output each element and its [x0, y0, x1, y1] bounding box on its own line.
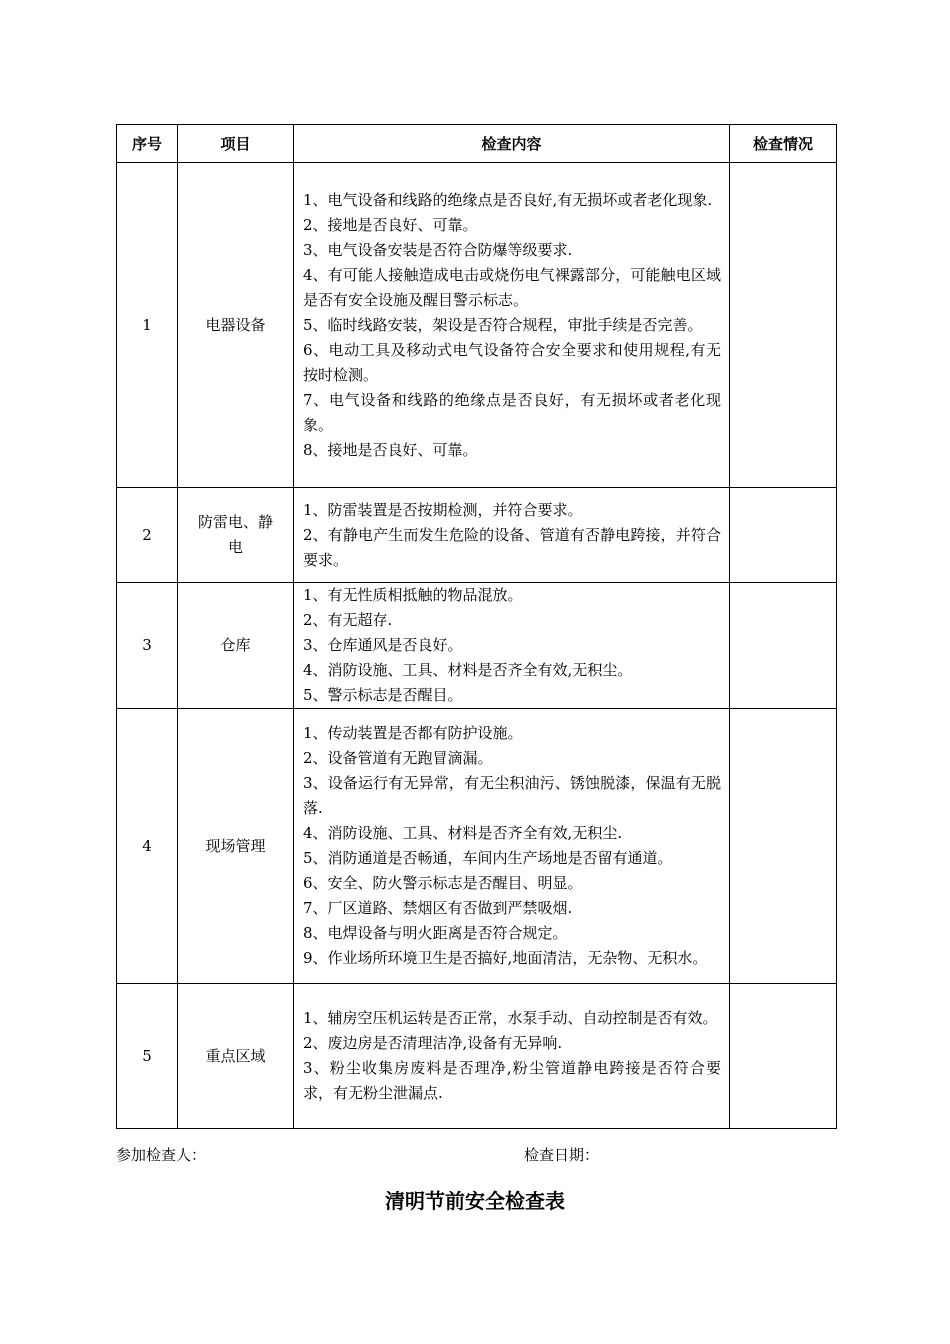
row-serial-no: 5 — [117, 984, 178, 1129]
row-item: 防雷电、静电 — [178, 488, 294, 583]
check-line: 2、接地是否良好、可靠。 — [303, 215, 478, 234]
row-check-status[interactable] — [730, 583, 837, 709]
row-serial-no: 1 — [117, 163, 178, 488]
check-line: 2、废边房是否清理洁净,设备有无异响. — [303, 1034, 563, 1052]
row-item: 现场管理 — [178, 709, 294, 984]
table-row — [117, 583, 837, 709]
safety-check-table — [116, 124, 837, 1129]
table-row — [117, 984, 837, 1129]
check-line: 6、电动工具及移动式电气设备符合安全要求和使用规程,有无按时检测。 — [303, 340, 721, 384]
row-serial-no: 3 — [117, 583, 178, 709]
row-check-status[interactable] — [730, 984, 837, 1129]
check-line: 3、粉尘收集房废料是否理净,粉尘管道静电跨接是否符合要求，有无粉尘泄漏点. — [303, 1059, 721, 1102]
row-item: 电器设备 — [178, 163, 294, 488]
check-line: 2、设备管道有无跑冒滴漏。 — [303, 749, 493, 767]
row-check-content — [294, 709, 730, 984]
header-check-status: 检查情况 — [730, 125, 837, 163]
check-date-label: 检查日期： — [524, 1146, 600, 1164]
table-row — [117, 709, 837, 984]
check-line: 1、传动装置是否都有防护设施。 — [303, 724, 523, 742]
check-line: 2、有静电产生而发生危险的设备、管道有否静电跨接，并符合要求。 — [303, 525, 721, 569]
row-check-content — [294, 583, 730, 709]
check-line: 5、警示标志是否醒目。 — [303, 686, 463, 704]
inspector-label: 参加检查人： — [116, 1146, 207, 1164]
check-line: 5、消防通道是否畅通，车间内生产场地是否留有通道。 — [303, 849, 673, 867]
table-row — [117, 488, 837, 583]
row-check-status[interactable] — [730, 488, 837, 583]
check-line: 8、接地是否良好、可靠。 — [303, 440, 478, 459]
check-line: 3、仓库通风是否良好。 — [303, 636, 463, 654]
check-line: 8、电焊设备与明火距离是否符合规定。 — [303, 924, 568, 942]
row-check-content — [294, 163, 730, 488]
row-item: 重点区域 — [178, 984, 294, 1129]
header-serial-no: 序号 — [117, 125, 178, 163]
check-line: 1、有无性质相抵触的物品混放。 — [303, 586, 523, 604]
check-line: 9、作业场所环境卫生是否搞好,地面清洁，无杂物、无积水。 — [303, 949, 708, 967]
check-line: 4、有可能人接触造成电击或烧伤电气裸露部分，可能触电区域是否有安全设施及醒目警示标志。 — [303, 265, 721, 309]
header-item: 项目 — [178, 125, 294, 163]
check-line: 7、电气设备和线路的绝缘点是否良好，有无损坏或者老化现象。 — [303, 390, 721, 434]
row-serial-no: 4 — [117, 709, 178, 984]
check-line: 6、安全、防火警示标志是否醒目、明显。 — [303, 874, 583, 892]
row-check-content — [294, 984, 730, 1129]
row-check-status[interactable] — [730, 163, 837, 488]
row-check-content — [294, 488, 730, 583]
row-serial-no: 2 — [117, 488, 178, 583]
check-line: 3、设备运行有无异常，有无尘积油污、锈蚀脱漆，保温有无脱落. — [303, 774, 721, 817]
check-line: 1、电气设备和线路的绝缘点是否良好,有无损坏或者老化现象. — [303, 190, 713, 209]
document-title: 清明节前安全检查表 — [385, 1189, 565, 1213]
check-line: 7、厂区道路、禁烟区有否做到严禁吸烟. — [303, 899, 573, 917]
check-line: 3、电气设备安装是否符合防爆等级要求. — [303, 240, 573, 259]
check-line: 4、消防设施、工具、材料是否齐全有效,无积尘. — [303, 824, 623, 842]
row-item: 仓库 — [178, 583, 294, 709]
check-line: 5、临时线路安装，架设是否符合规程，审批手续是否完善。 — [303, 315, 703, 334]
check-line: 4、消防设施、工具、材料是否齐全有效,无积尘。 — [303, 661, 633, 679]
check-line: 1、辅房空压机运转是否正常，水泵手动、自动控制是否有效。 — [303, 1009, 718, 1027]
header-check-content: 检查内容 — [294, 125, 730, 163]
check-line: 2、有无超存. — [303, 611, 393, 629]
row-check-status[interactable] — [730, 709, 837, 984]
check-line: 1、防雷装置是否按期检测，并符合要求。 — [303, 500, 583, 519]
table-row — [117, 163, 837, 488]
table-header-row — [117, 125, 837, 163]
